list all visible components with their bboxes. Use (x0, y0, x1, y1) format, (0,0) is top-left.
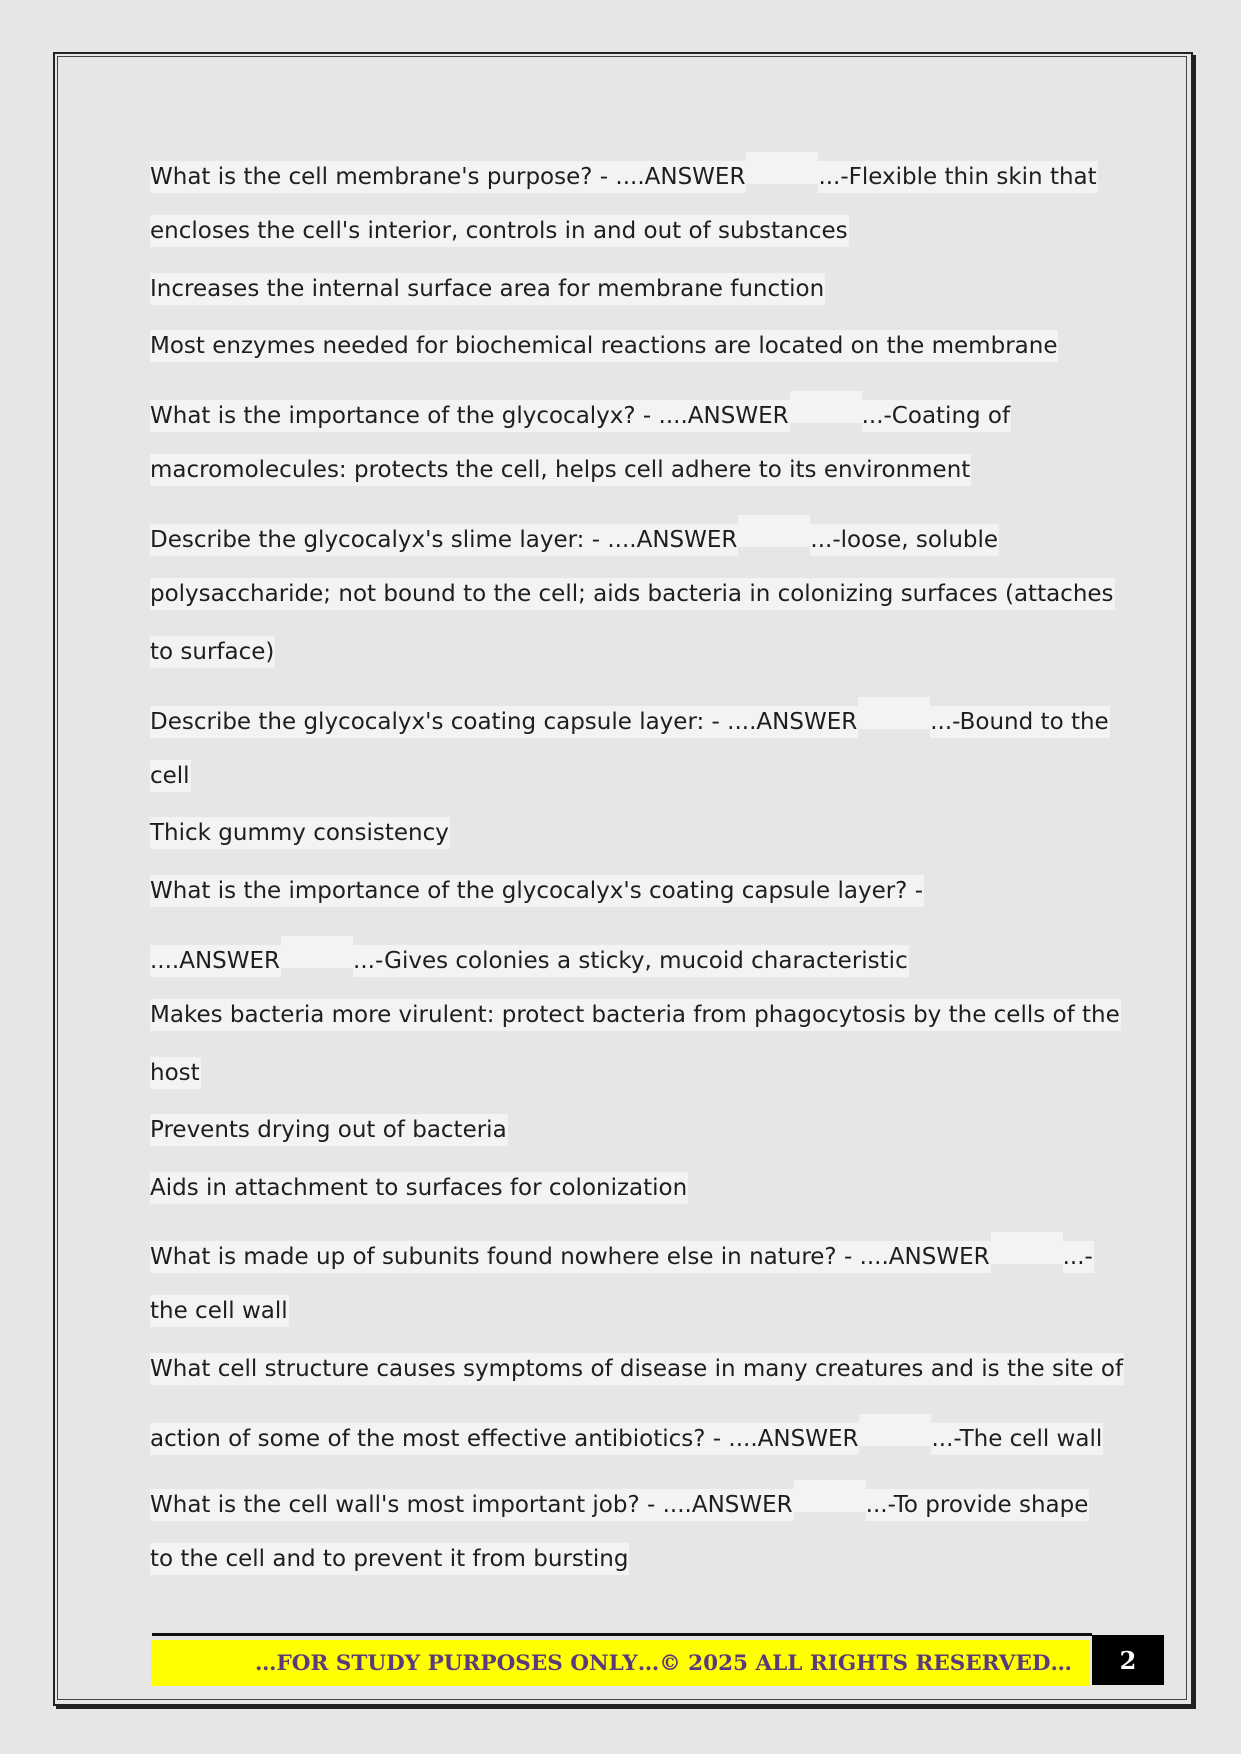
text-line (150, 1114, 508, 1146)
text-line (150, 1232, 1094, 1270)
answer-text: cell (150, 760, 191, 792)
text-line (150, 1353, 1124, 1385)
text-line (150, 1295, 289, 1327)
text-line (150, 1172, 688, 1204)
footer-text: …FOR STUDY PURPOSES ONLY…© 2025 ALL RIGHTS RESERVED… (255, 1650, 1072, 1676)
answer-text: Aids in attachment to surfaces for colonization (150, 1172, 688, 1204)
answer-text: ...-Flexible thin skin that (818, 161, 1097, 193)
text-line (150, 697, 1110, 735)
answer-text: ...-Coating of (862, 400, 1012, 432)
text-line (150, 636, 275, 668)
answer-text: Thick gummy consistency (150, 817, 450, 849)
answer-text: Most enzymes needed for biochemical reactions are located on the membrane (150, 330, 1058, 362)
answer-text: ...-Gives colonies a sticky, mucoid characteristic (353, 945, 909, 977)
text-line (150, 999, 1121, 1031)
text-line (150, 391, 1011, 429)
answer-text: ...-Bound to the (930, 706, 1109, 738)
text-line (150, 515, 999, 553)
footer-divider (152, 1633, 1092, 1636)
text-line (150, 1414, 1103, 1452)
answer-text: ...- (1063, 1241, 1094, 1273)
footer-banner (151, 1640, 1090, 1686)
answer-text: ...-loose, soluble (810, 524, 999, 556)
text-line (150, 760, 191, 792)
text-line (150, 578, 1115, 610)
question-text: action of some of the most effective antibiotics? - ....ANSWER (150, 1423, 859, 1455)
question-text: Describe the glycocalyx's slime layer: - ....ANSWER (150, 524, 738, 556)
answer-text: polysaccharide; not bound to the cell; aids bacteria in colonizing surfaces (attaches (150, 578, 1115, 610)
answer-text: to the cell and to prevent it from bursting (150, 1543, 629, 1575)
answer-text: Increases the internal surface area for membrane function (150, 273, 825, 305)
text-line (150, 1543, 629, 1575)
answer-text: encloses the cell's interior, controls in and out of substances (150, 215, 849, 247)
text-line (150, 875, 924, 907)
question-text: What is the cell membrane's purpose? - ....ANSWER (150, 161, 746, 193)
text-line (150, 1480, 1089, 1518)
text-line (150, 330, 1058, 362)
answer-text: the cell wall (150, 1295, 289, 1327)
question-text: What is made up of subunits found nowhere else in nature? - ....ANSWER (150, 1241, 991, 1273)
answer-text: ...-The cell wall (931, 1423, 1103, 1455)
text-line (150, 215, 849, 247)
text-line (150, 454, 971, 486)
question-text: ....ANSWER (150, 945, 281, 977)
answer-text: Prevents drying out of bacteria (150, 1114, 508, 1146)
page-number: 2 (1092, 1635, 1164, 1685)
text-line (150, 817, 450, 849)
answer-text: macromolecules: protects the cell, helps cell adhere to its environment (150, 454, 971, 486)
question-text: What is the importance of the glycocalyx's coating capsule layer? - (150, 875, 924, 907)
question-text: What cell structure causes symptoms of disease in many creatures and is the site of (150, 1353, 1124, 1385)
answer-text: host (150, 1057, 201, 1089)
answer-text: to surface) (150, 636, 275, 668)
question-text: What is the cell wall's most important job? - ....ANSWER (150, 1489, 794, 1521)
answer-text: Makes bacteria more virulent: protect bacteria from phagocytosis by the cells of the (150, 999, 1121, 1031)
text-line (150, 152, 1098, 190)
text-line (150, 273, 825, 305)
answer-text: ...-To provide shape (866, 1489, 1090, 1521)
text-line (150, 1057, 201, 1089)
text-line (150, 936, 909, 974)
question-text: Describe the glycocalyx's coating capsule layer: - ....ANSWER (150, 706, 858, 738)
question-text: What is the importance of the glycocalyx? - ....ANSWER (150, 400, 790, 432)
